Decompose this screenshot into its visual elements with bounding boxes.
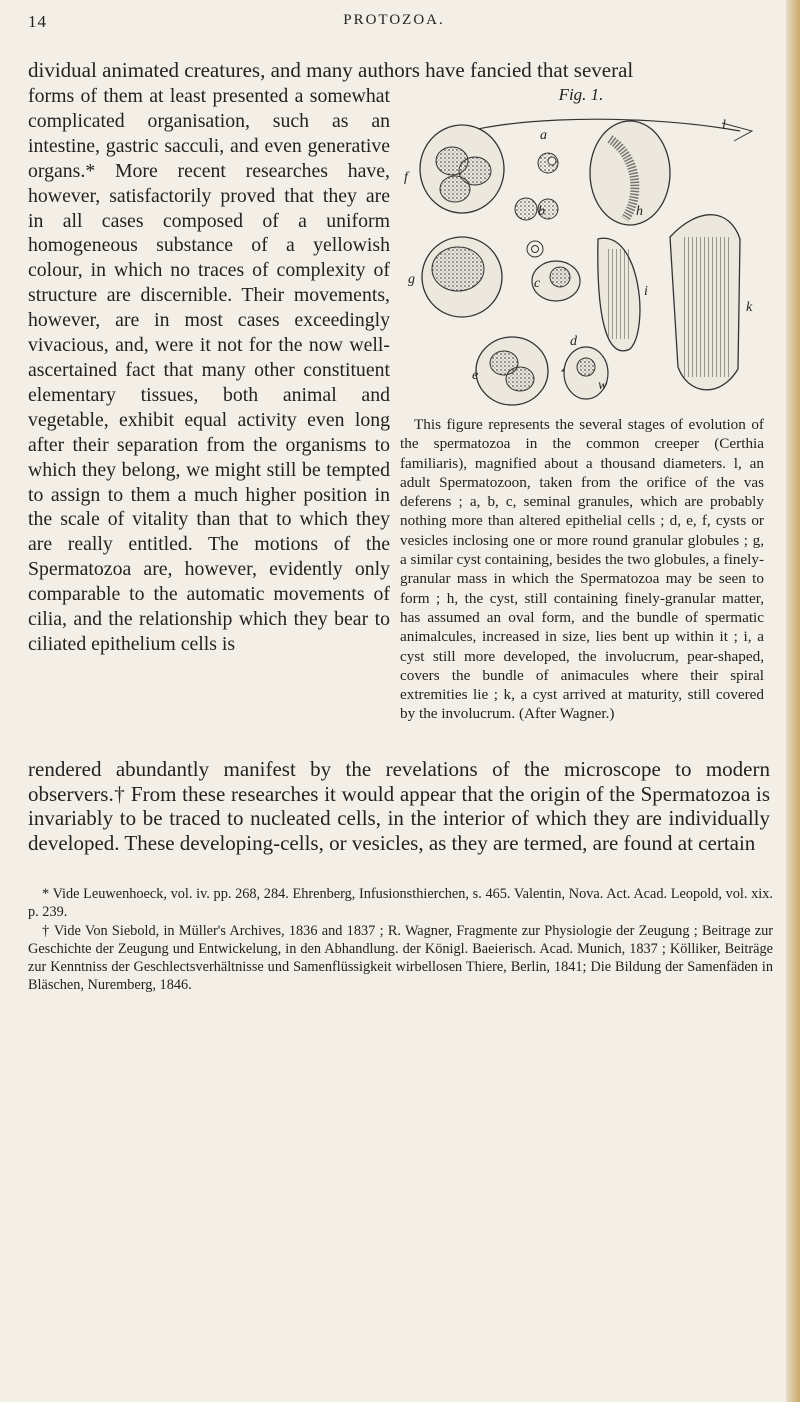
letter-d: d xyxy=(570,334,577,349)
footnote-1: * Vide Leuwenhoeck, vol. iv. pp. 268, 284. Ehrenberg, Infusionsthierchen, s. 465. Valentin, Nova. Act. Acad. Leopold, vol. xix. p. 239. xyxy=(28,886,773,921)
full-width-paragraph: rendered abundantly manifest by the revelations of the microscope to modern observers.† From these researches it would appear that the origin of the Spermatozoa is invariably to be traced to nucleated cells, in the interior of which they are individually developed. These developing-cells, or vesicles, as they are termed, are found at certain xyxy=(28,757,770,855)
granule-c-small xyxy=(527,241,543,257)
figure-1 xyxy=(400,85,762,409)
letter-e: e xyxy=(472,368,479,383)
page-header xyxy=(28,6,760,36)
figure-illustration xyxy=(400,109,760,409)
letter-b: b xyxy=(538,204,545,219)
letter-f: f xyxy=(404,170,408,185)
figure-caption: This figure represents the several stages of evolution of the spermatozoa in the common creeper (Certhia familiaris), magnified about a thousand diameters. l, an adult Spermatozoon, taken from the orifice of the vas deferens ; a, b, c, seminal granules, which are probably nothing more than altered epithelial cells ; d, e, f, cysts or vesicles inclosing one or more round granular globules ; g, a similar cyst containing, besides the two globules, a finely-granular mass in which the Spermatozoa may be seen to form ; h, the cyst, still containing finely-granular matter, has assumed an oval form, and the bundle of spermatic animalcules, increased in size, lies bent up within it ; i, a cyst still more developed, the involucrum, pear-shaped, covers the bundle of animacules where their spiral extremities lie ; k, a cyst arrived at maturity, still covered by the involucrum. (After Wagner.) xyxy=(400,416,764,723)
granule-b xyxy=(515,198,537,220)
letter-c: c xyxy=(534,276,541,291)
opening-line: dividual animated creatures, and many authors have fancied that several xyxy=(28,58,634,82)
letter-l: l xyxy=(722,118,726,133)
letter-k: k xyxy=(746,300,753,315)
left-column-text: forms of them at least presented a somewhat complicated organisation, such as an intestine, gastric sacculi, and even generative organs.* More recent researches have, however, satisfactorily proved that they are in all cases composed of a uniform homogeneous substance of a yellowish colour, in which no traces of complexity of structure are discernible. Their movements, however, are in most cases exceedingly vivacious, and, were it not for the now well-ascertained fact that many other constituent elementary tissues, both animal and vegetable, exhibit equal activity even long after their separation from the organisms to which they belong, we might still be tempted to assign to them a much higher position in the scale of vitality than that to which they are really entitled. The motions of the Spermatozoa are, however, evidently only comparable to the automatic movements of cilia, and the relationship which they bear to ciliated epithelium cells is xyxy=(28,85,390,655)
running-head: PROTOZOA. xyxy=(343,12,445,28)
letter-w: w xyxy=(598,378,608,393)
page-number: 14 xyxy=(28,12,47,31)
letter-g: g xyxy=(408,272,415,287)
letter-i: i xyxy=(644,284,648,299)
footnotes xyxy=(28,885,773,995)
page-edge xyxy=(786,0,800,1402)
letter-a: a xyxy=(540,128,547,143)
letter-h: h xyxy=(636,204,643,219)
footnote-2: † Vide Von Siebold, in Müller's Archives, 1836 and 1837 ; R. Wagner, Fragmente zur Physiologie der Zeugung ; Beitrage zur Geschichte der Zeugung und Entwickelung, in den Abhandlung. der Königl. Baeierisch. Acad. Munich, 1837 ; Kölliker, Beiträge zur Kenntniss der Geschlectsverhältnisse und Samenflüssigkeit wirbellosen Thiere, Berlin, 1841; Die Bildung der Samenfäden in Bläschen, Nuremberg, 1846. xyxy=(28,922,773,994)
figure-label: Fig. 1. xyxy=(558,85,604,104)
